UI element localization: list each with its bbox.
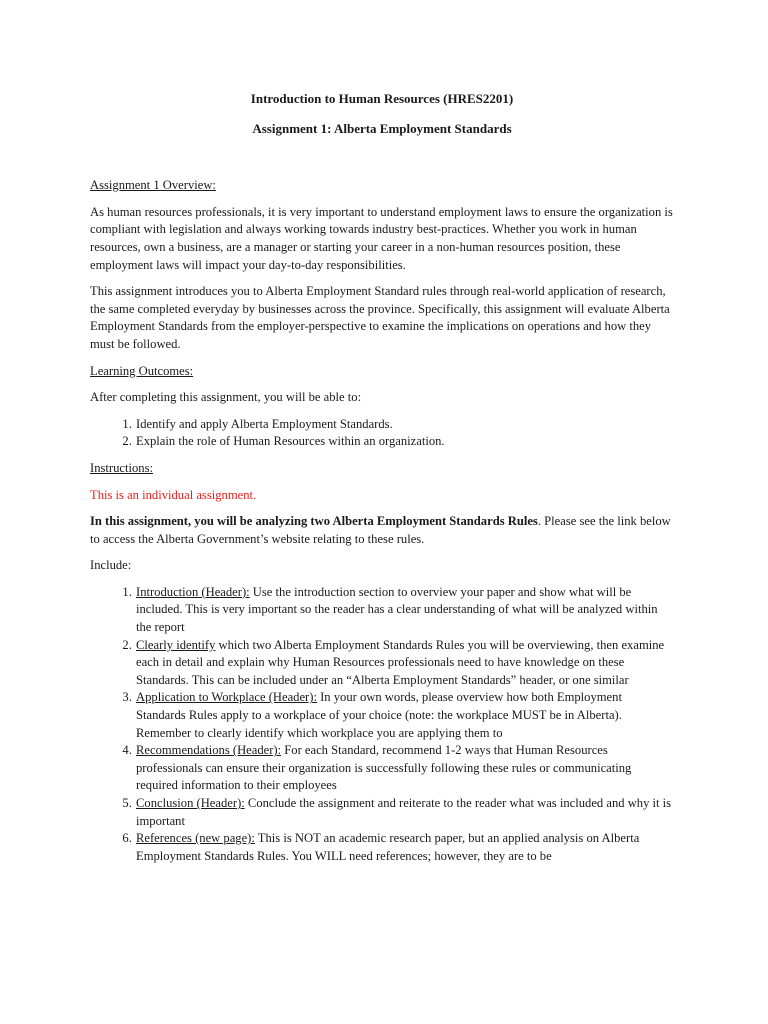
include-label: Include: xyxy=(90,558,132,573)
learning-outcomes-heading: Learning Outcomes: xyxy=(90,363,194,378)
item-text: For each Standard, recommend 1-2 ways that Human Resources professionals can ensure their organization is successfully following these rules or communicating required information to their employees xyxy=(136,743,632,793)
overview-paragraph-2: This assignment introduces you to Alberta Employment Standard rules through real-world application of research, the same completed everyday by businesses across the province. Specifically, this assignment will evaluate Alberta Employment Standards from the employer-perspective to examine the implications on operations and how they must be followed. xyxy=(90,284,670,351)
list-item xyxy=(135,742,674,795)
overview-heading: Assignment 1 Overview: xyxy=(90,178,216,193)
list-item xyxy=(135,830,674,865)
item-text: In your own words, please overview how both Employment Standards Rules apply to a workplace of your choice (note: the workplace MUST be in Alberta). Remember to clearly identify which workplace you are applying them to xyxy=(136,690,622,740)
learning-outcomes-intro: After completing this assignment, you will be able to: xyxy=(90,390,362,405)
item-text: This is NOT an academic research paper, but an applied analysis on Alberta Employment Standards Rules. You WILL need references; however, they are to be xyxy=(136,831,640,863)
list-item: 1. Identify and apply Alberta Employment Standards. xyxy=(135,416,674,434)
instructions-heading: Instructions: xyxy=(90,460,153,475)
analyze-bold-text: In this assignment, you will be analyzing two Alberta Employment Standards Rules xyxy=(90,514,538,529)
analyze-paragraph xyxy=(90,513,674,548)
list-item xyxy=(135,584,674,637)
learning-outcomes-list xyxy=(90,416,674,451)
list-item xyxy=(135,689,674,742)
item-header: Introduction (Header): xyxy=(136,584,250,599)
item-header: Clearly identify xyxy=(136,637,216,652)
item-header: Recommendations (Header): xyxy=(136,743,282,758)
document-title: Introduction to Human Resources (HRES2201) xyxy=(250,91,514,106)
list-item: 2. Explain the role of Human Resources within an organization. xyxy=(135,433,674,451)
item-text: which two Alberta Employment Standards Rules you will be overviewing, then examine each in detail and explain why Human Resources professionals need to have knowledge on these Standards. This can be included under an “Alberta Employment Standards” header, or one similar xyxy=(136,637,665,687)
document-page xyxy=(90,90,674,874)
item-text: Use the introduction section to overview your paper and show what will be included. This is very important so the reader has a clear understanding of what will be analyzed within the report xyxy=(136,584,658,635)
list-item xyxy=(135,637,674,690)
item-header: Conclusion (Header): xyxy=(136,796,245,810)
item-text: Conclude the assignment and reiterate to the reader what was included and why it is important xyxy=(136,796,672,828)
item-header: Application to Workplace (Header): xyxy=(136,690,317,705)
individual-assignment-note: This is an individual assignment. xyxy=(90,487,257,502)
analyze-rest-text: . Please see the link below to access the Alberta Government’s website relating to these rules. xyxy=(90,514,671,546)
include-list xyxy=(90,584,674,866)
document-subtitle: Assignment 1: Alberta Employment Standards xyxy=(252,120,512,136)
item-header: References (new page): xyxy=(136,831,255,846)
list-item xyxy=(135,795,674,830)
overview-paragraph-1: As human resources professionals, it is very important to understand employment laws to ensure the organization is compliant with legislation and always working towards industry best-practices. Whether you work in human resources, own a business, are a manager or starting your career in a non-human resources position, these employment laws will impact your day-to-day responsibilities. xyxy=(90,204,673,272)
